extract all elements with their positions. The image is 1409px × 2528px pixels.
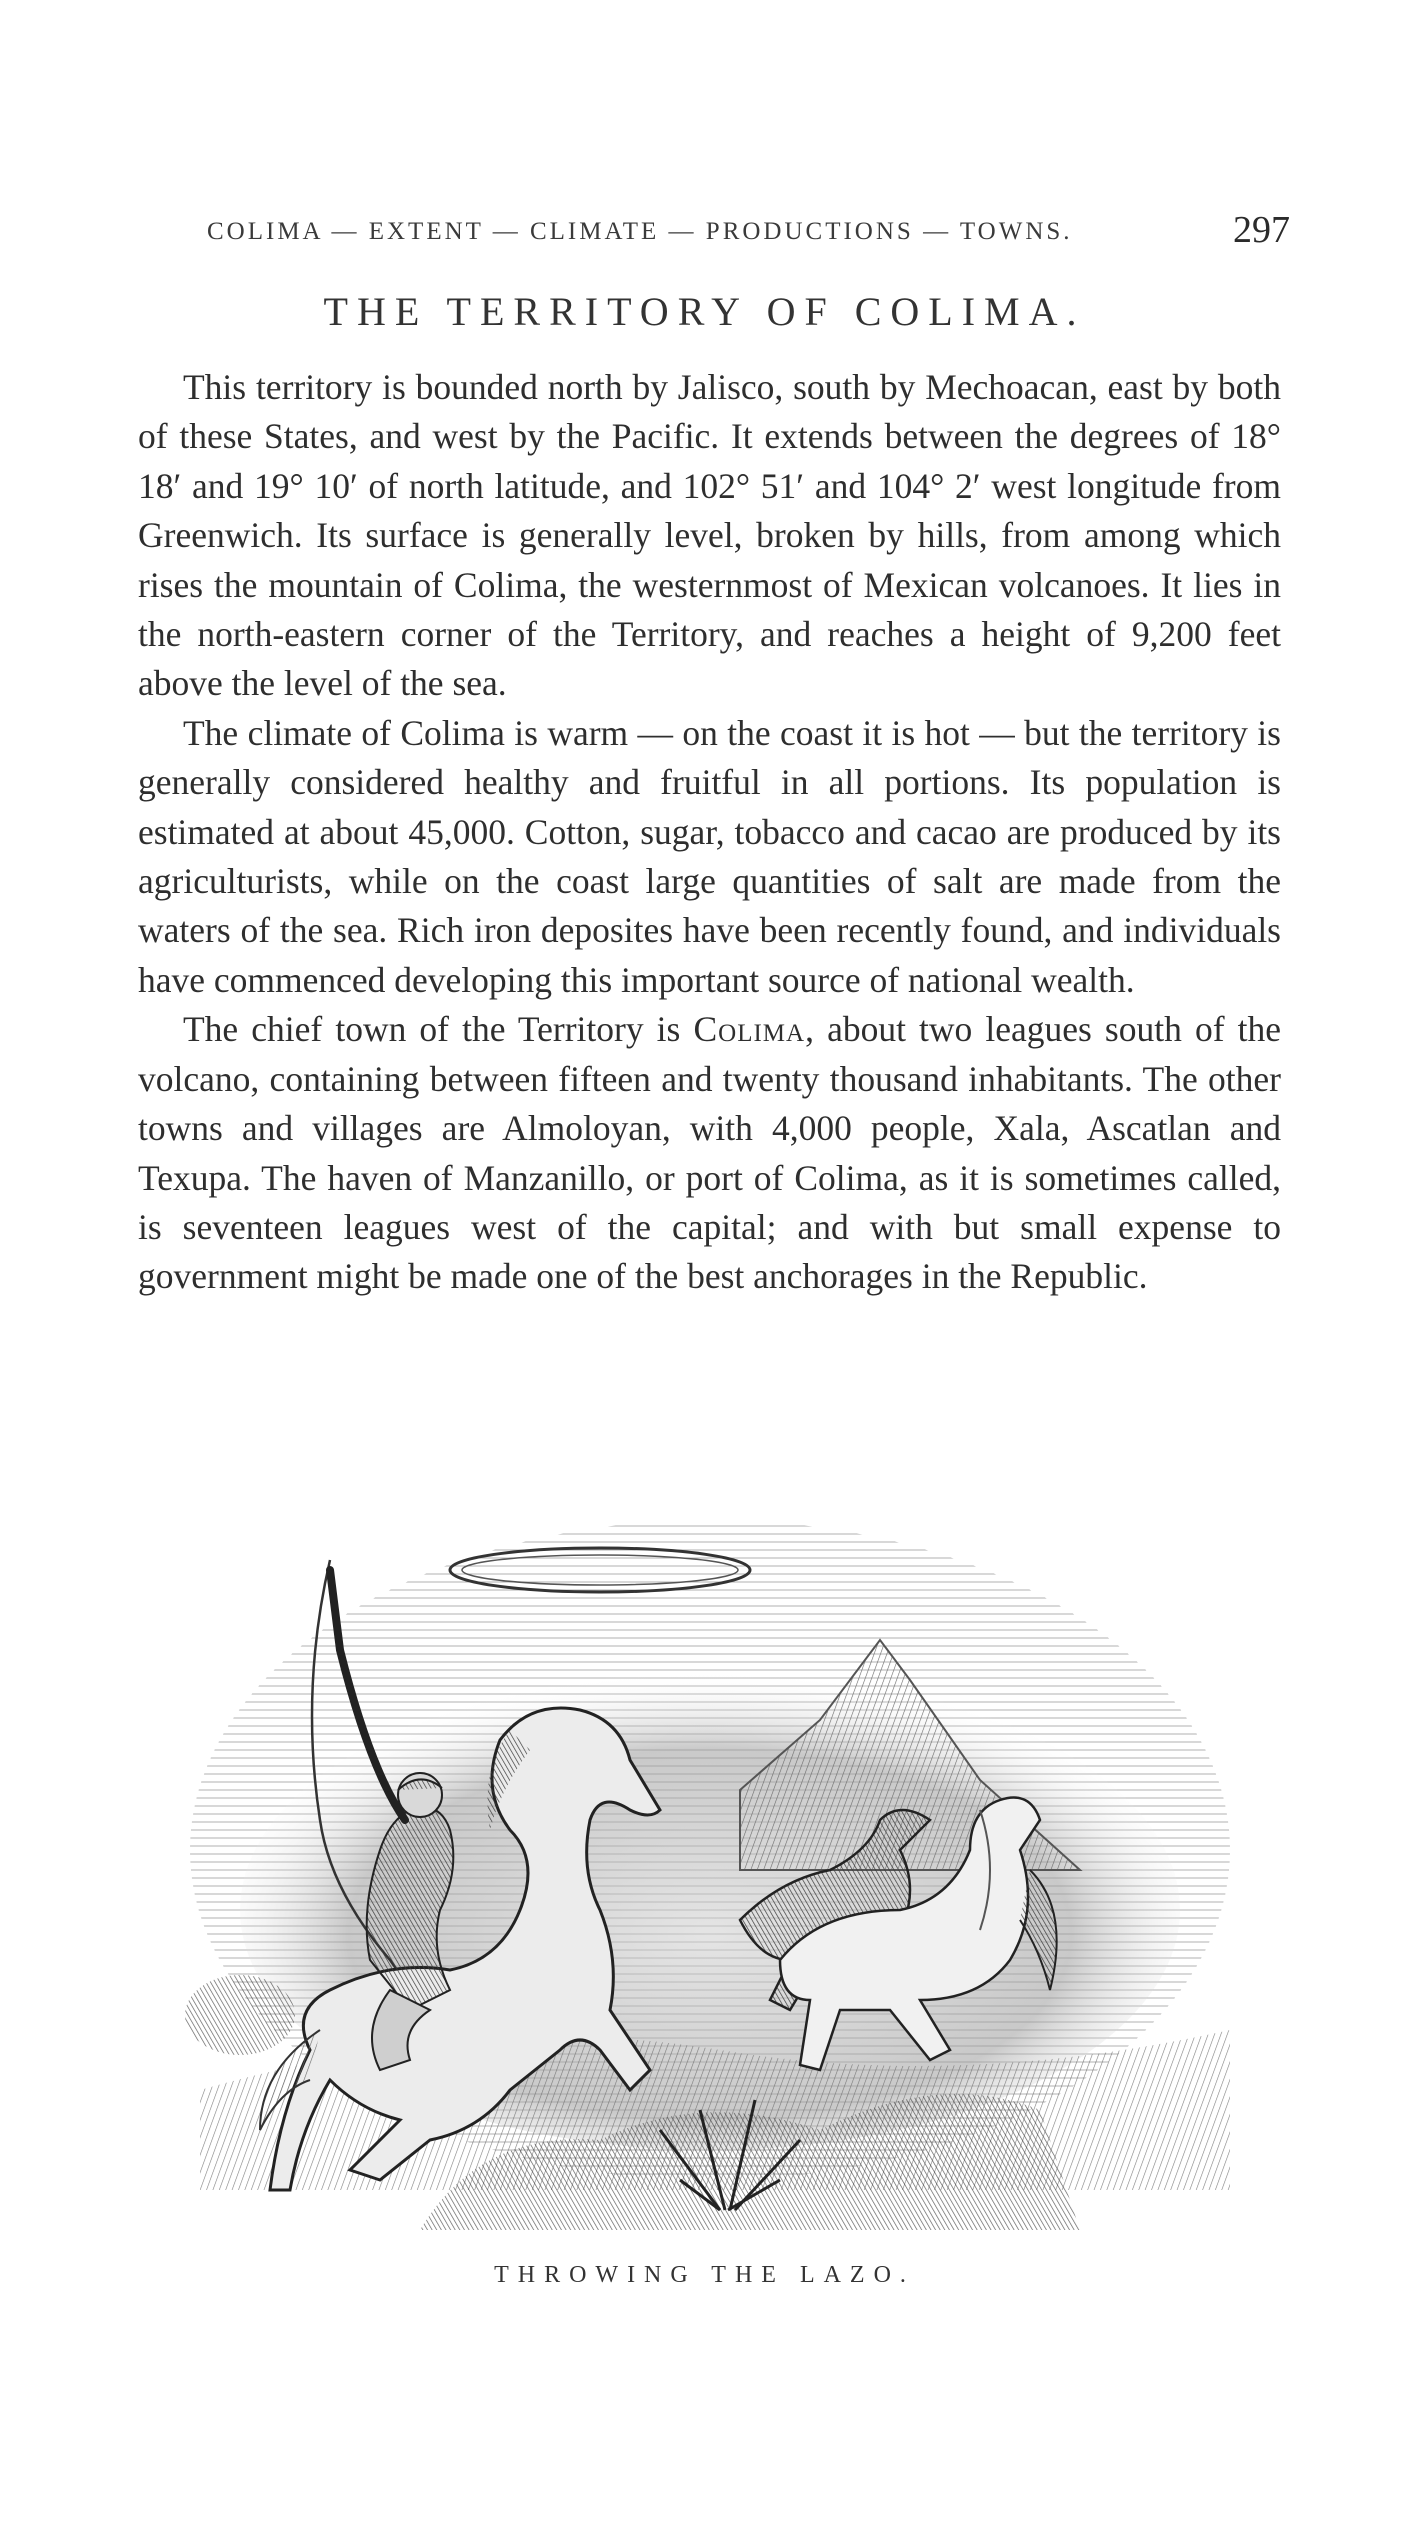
left-bush bbox=[185, 1975, 295, 2055]
paragraph-towns bbox=[138, 1005, 1281, 1301]
paragraph-boundaries: This territory is bounded north by Jalisco, south by Mechoacan, east by both of these States, and west by the Pacific. It extends between the degrees of 18° 18′ and 19° 10′ of north latitude, and 102° 51′ and 104° 2′ west longitude from Greenwich. Its surface is generally level, broken by hills, from among which rises the mountain of Colima, the westernmost of Mexican volcanoes. It lies in the north-eastern corner of the Territory, and reaches a height of 9,200 feet above the level of the sea. bbox=[138, 367, 1281, 704]
running-head bbox=[207, 208, 1290, 252]
paragraph-towns-before: The chief town of the Territory is bbox=[183, 1009, 694, 1050]
engraving-lazo-thrower bbox=[180, 1490, 1240, 2250]
chapter-title: THE TERRITORY OF COLIMA. bbox=[323, 289, 1086, 334]
running-head-topics: COLIMA — EXTENT — CLIMATE — PRODUCTIONS — TOWNS. bbox=[207, 218, 1073, 245]
body-text bbox=[138, 363, 1281, 1302]
paragraph-climate: The climate of Colima is warm — on the coast it is hot — but the territory is generally considered healthy and fruitful in all portions. Its population is estimated at about 45,000. Cotton, sugar, tobacco and cacao are produced by its agriculturists, while on the coast large quantities of salt are made from the waters of the sea. Rich iron deposites have been recently found, and individuals have commenced developing this important source of national wealth. bbox=[138, 712, 1281, 1000]
illustration-caption: THROWING THE LAZO. bbox=[494, 2262, 915, 2288]
colima-smallcaps: Colima bbox=[693, 1009, 806, 1050]
page-number: 297 bbox=[1233, 209, 1290, 251]
paragraph-towns-after: , about two leagues south of the volcano, containing between fifteen and twenty thousand inhabitants. The other towns and villages are Almoloyan, with 4,000 people, Xala, Ascatlan and Texupa. The haven of Manzanillo, or port of Colima, as it is sometimes called, is seventeen leagues west of the capital; and with but small expense to government might be made one of the best anchorages in the Republic. bbox=[138, 1009, 1281, 1297]
